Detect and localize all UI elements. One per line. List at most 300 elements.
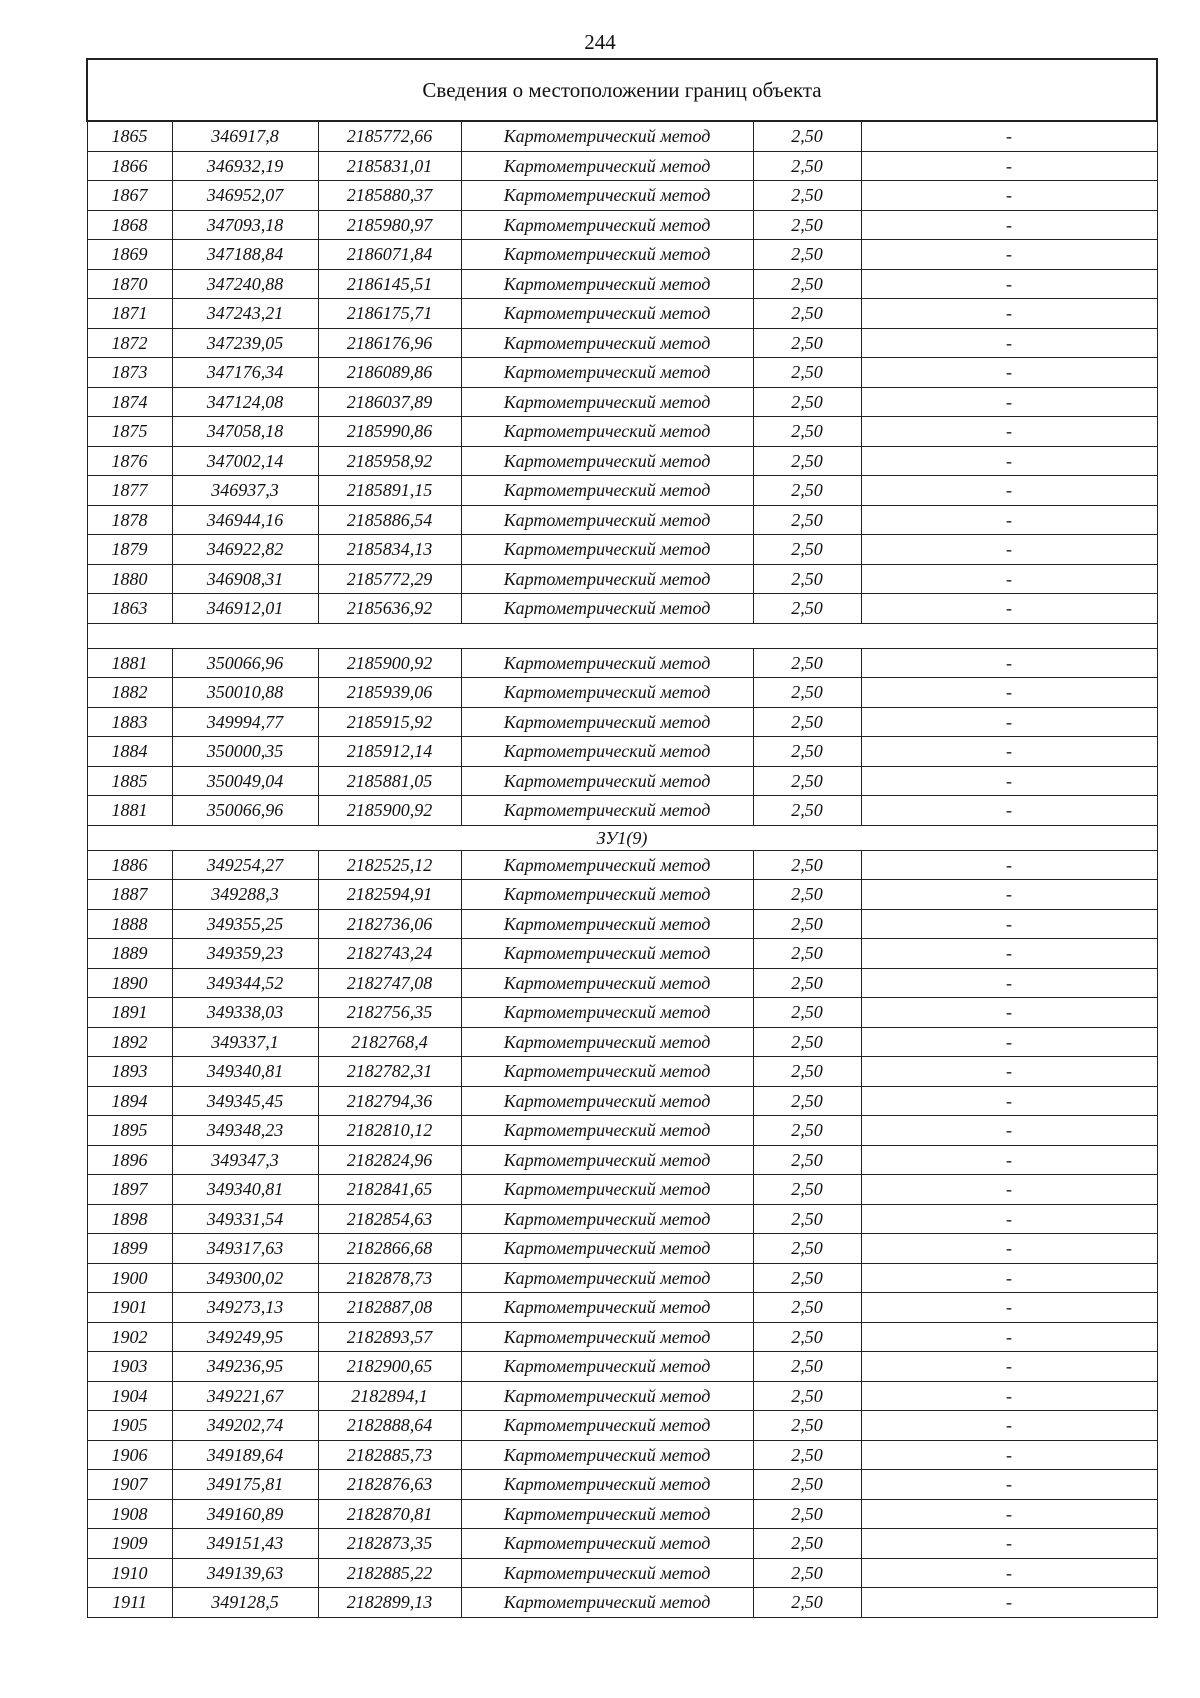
description-cell: - <box>861 1529 1157 1559</box>
method-cell: Картометрический метод <box>461 850 753 880</box>
point-number-cell: 1893 <box>87 1057 172 1087</box>
accuracy-cell: 2,50 <box>753 648 861 678</box>
x-coordinate-cell: 349331,54 <box>172 1204 318 1234</box>
method-cell: Картометрический метод <box>461 1086 753 1116</box>
accuracy-cell: 2,50 <box>753 1086 861 1116</box>
method-cell: Картометрический метод <box>461 796 753 826</box>
method-cell: Картометрический метод <box>461 1263 753 1293</box>
y-coordinate-cell: 2186071,84 <box>318 240 461 270</box>
accuracy-cell: 2,50 <box>753 121 861 151</box>
accuracy-cell: 2,50 <box>753 1263 861 1293</box>
accuracy-cell: 2,50 <box>753 505 861 535</box>
point-number-cell: 1908 <box>87 1499 172 1529</box>
x-coordinate-cell: 346917,8 <box>172 121 318 151</box>
table-row <box>87 564 1157 594</box>
x-coordinate-cell: 347240,88 <box>172 269 318 299</box>
point-number-cell: 1907 <box>87 1470 172 1500</box>
description-cell: - <box>861 1470 1157 1500</box>
x-coordinate-cell: 349273,13 <box>172 1293 318 1323</box>
x-coordinate-cell: 349337,1 <box>172 1027 318 1057</box>
y-coordinate-cell: 2182854,63 <box>318 1204 461 1234</box>
accuracy-cell: 2,50 <box>753 594 861 624</box>
table-row <box>87 1440 1157 1470</box>
description-cell: - <box>861 476 1157 506</box>
accuracy-cell: 2,50 <box>753 299 861 329</box>
description-cell: - <box>861 535 1157 565</box>
accuracy-cell: 2,50 <box>753 535 861 565</box>
y-coordinate-cell: 2182782,31 <box>318 1057 461 1087</box>
accuracy-cell: 2,50 <box>753 417 861 447</box>
method-cell: Картометрический метод <box>461 121 753 151</box>
description-cell: - <box>861 358 1157 388</box>
method-cell: Картометрический метод <box>461 564 753 594</box>
x-coordinate-cell: 349288,3 <box>172 880 318 910</box>
y-coordinate-cell: 2185915,92 <box>318 707 461 737</box>
point-number-cell: 1900 <box>87 1263 172 1293</box>
y-coordinate-cell: 2182866,68 <box>318 1234 461 1264</box>
point-number-cell: 1886 <box>87 850 172 880</box>
table-row <box>87 648 1157 678</box>
accuracy-cell: 2,50 <box>753 564 861 594</box>
description-cell: - <box>861 594 1157 624</box>
table-row <box>87 796 1157 826</box>
table-row <box>87 1086 1157 1116</box>
accuracy-cell: 2,50 <box>753 1352 861 1382</box>
table-row <box>87 1322 1157 1352</box>
method-cell: Картометрический метод <box>461 939 753 969</box>
x-coordinate-cell: 349340,81 <box>172 1057 318 1087</box>
x-coordinate-cell: 350066,96 <box>172 648 318 678</box>
accuracy-cell: 2,50 <box>753 1116 861 1146</box>
table-row <box>87 850 1157 880</box>
accuracy-cell: 2,50 <box>753 1529 861 1559</box>
x-coordinate-cell: 347002,14 <box>172 446 318 476</box>
method-cell: Картометрический метод <box>461 417 753 447</box>
group-separator-row <box>87 623 1157 648</box>
x-coordinate-cell: 349151,43 <box>172 1529 318 1559</box>
y-coordinate-cell: 2182743,24 <box>318 939 461 969</box>
x-coordinate-cell: 349249,95 <box>172 1322 318 1352</box>
method-cell: Картометрический метод <box>461 880 753 910</box>
description-cell: - <box>861 240 1157 270</box>
table-row <box>87 1411 1157 1441</box>
point-number-cell: 1875 <box>87 417 172 447</box>
accuracy-cell: 2,50 <box>753 909 861 939</box>
accuracy-cell: 2,50 <box>753 1381 861 1411</box>
accuracy-cell: 2,50 <box>753 998 861 1028</box>
x-coordinate-cell: 349359,23 <box>172 939 318 969</box>
y-coordinate-cell: 2182841,65 <box>318 1175 461 1205</box>
x-coordinate-cell: 349344,52 <box>172 968 318 998</box>
table-row <box>87 1145 1157 1175</box>
y-coordinate-cell: 2182894,1 <box>318 1381 461 1411</box>
accuracy-cell: 2,50 <box>753 1057 861 1087</box>
x-coordinate-cell: 347188,84 <box>172 240 318 270</box>
description-cell: - <box>861 1086 1157 1116</box>
x-coordinate-cell: 346937,3 <box>172 476 318 506</box>
description-cell: - <box>861 328 1157 358</box>
accuracy-cell: 2,50 <box>753 1411 861 1441</box>
table-row <box>87 737 1157 767</box>
accuracy-cell: 2,50 <box>753 1027 861 1057</box>
description-cell: - <box>861 417 1157 447</box>
description-cell: - <box>861 121 1157 151</box>
y-coordinate-cell: 2186037,89 <box>318 387 461 417</box>
table-row <box>87 939 1157 969</box>
method-cell: Картометрический метод <box>461 1529 753 1559</box>
point-number-cell: 1904 <box>87 1381 172 1411</box>
x-coordinate-cell: 347058,18 <box>172 417 318 447</box>
y-coordinate-cell: 2185912,14 <box>318 737 461 767</box>
point-number-cell: 1882 <box>87 678 172 708</box>
accuracy-cell: 2,50 <box>753 1470 861 1500</box>
table-row <box>87 1529 1157 1559</box>
point-number-cell: 1899 <box>87 1234 172 1264</box>
description-cell: - <box>861 446 1157 476</box>
method-cell: Картометрический метод <box>461 678 753 708</box>
method-cell: Картометрический метод <box>461 1322 753 1352</box>
page-number: 244 <box>584 30 616 54</box>
table-row <box>87 476 1157 506</box>
x-coordinate-cell: 349340,81 <box>172 1175 318 1205</box>
method-cell: Картометрический метод <box>461 1411 753 1441</box>
point-number-cell: 1903 <box>87 1352 172 1382</box>
method-cell: Картометрический метод <box>461 766 753 796</box>
x-coordinate-cell: 349189,64 <box>172 1440 318 1470</box>
method-cell: Картометрический метод <box>461 594 753 624</box>
y-coordinate-cell: 2185939,06 <box>318 678 461 708</box>
boundary-coordinates-table <box>86 58 1158 1618</box>
table-row <box>87 998 1157 1028</box>
y-coordinate-cell: 2186145,51 <box>318 269 461 299</box>
table-row <box>87 328 1157 358</box>
table-row <box>87 505 1157 535</box>
point-number-cell: 1870 <box>87 269 172 299</box>
accuracy-cell: 2,50 <box>753 1588 861 1618</box>
method-cell: Картометрический метод <box>461 151 753 181</box>
accuracy-cell: 2,50 <box>753 151 861 181</box>
description-cell: - <box>861 1352 1157 1382</box>
accuracy-cell: 2,50 <box>753 269 861 299</box>
accuracy-cell: 2,50 <box>753 446 861 476</box>
method-cell: Картометрический метод <box>461 1293 753 1323</box>
description-cell: - <box>861 1322 1157 1352</box>
point-number-cell: 1879 <box>87 535 172 565</box>
y-coordinate-cell: 2182899,13 <box>318 1588 461 1618</box>
accuracy-cell: 2,50 <box>753 1234 861 1264</box>
point-number-cell: 1868 <box>87 210 172 240</box>
table-row <box>87 1234 1157 1264</box>
table-row <box>87 678 1157 708</box>
method-cell: Картометрический метод <box>461 1116 753 1146</box>
point-number-cell: 1872 <box>87 328 172 358</box>
method-cell: Картометрический метод <box>461 998 753 1028</box>
description-cell: - <box>861 1057 1157 1087</box>
y-coordinate-cell: 2182756,35 <box>318 998 461 1028</box>
description-cell: - <box>861 210 1157 240</box>
point-number-cell: 1888 <box>87 909 172 939</box>
description-cell: - <box>861 299 1157 329</box>
y-coordinate-cell: 2182810,12 <box>318 1116 461 1146</box>
table-row <box>87 535 1157 565</box>
method-cell: Картометрический метод <box>461 446 753 476</box>
description-cell: - <box>861 648 1157 678</box>
accuracy-cell: 2,50 <box>753 240 861 270</box>
description-cell: - <box>861 1145 1157 1175</box>
table-row <box>87 1588 1157 1618</box>
y-coordinate-cell: 2182747,08 <box>318 968 461 998</box>
y-coordinate-cell: 2182900,65 <box>318 1352 461 1382</box>
y-coordinate-cell: 2182878,73 <box>318 1263 461 1293</box>
description-cell: - <box>861 1293 1157 1323</box>
method-cell: Картометрический метод <box>461 210 753 240</box>
y-coordinate-cell: 2182888,64 <box>318 1411 461 1441</box>
method-cell: Картометрический метод <box>461 1499 753 1529</box>
description-cell: - <box>861 939 1157 969</box>
description-cell: - <box>861 181 1157 211</box>
method-cell: Картометрический метод <box>461 1057 753 1087</box>
x-coordinate-cell: 347124,08 <box>172 387 318 417</box>
method-cell: Картометрический метод <box>461 358 753 388</box>
y-coordinate-cell: 2185891,15 <box>318 476 461 506</box>
method-cell: Картометрический метод <box>461 240 753 270</box>
section-label <box>87 623 1157 648</box>
y-coordinate-cell: 2185636,92 <box>318 594 461 624</box>
point-number-cell: 1896 <box>87 1145 172 1175</box>
x-coordinate-cell: 347243,21 <box>172 299 318 329</box>
table-title-row <box>87 59 1157 121</box>
table-row <box>87 1057 1157 1087</box>
accuracy-cell: 2,50 <box>753 766 861 796</box>
point-number-cell: 1901 <box>87 1293 172 1323</box>
x-coordinate-cell: 347176,34 <box>172 358 318 388</box>
point-number-cell: 1902 <box>87 1322 172 1352</box>
x-coordinate-cell: 347093,18 <box>172 210 318 240</box>
method-cell: Картометрический метод <box>461 476 753 506</box>
table-body <box>87 59 1157 1617</box>
table-row <box>87 358 1157 388</box>
x-coordinate-cell: 349347,3 <box>172 1145 318 1175</box>
accuracy-cell: 2,50 <box>753 210 861 240</box>
table-row <box>87 210 1157 240</box>
x-coordinate-cell: 349139,63 <box>172 1558 318 1588</box>
y-coordinate-cell: 2185886,54 <box>318 505 461 535</box>
accuracy-cell: 2,50 <box>753 1558 861 1588</box>
table-row <box>87 1381 1157 1411</box>
description-cell: - <box>861 968 1157 998</box>
table-row <box>87 1204 1157 1234</box>
point-number-cell: 1876 <box>87 446 172 476</box>
description-cell: - <box>861 1411 1157 1441</box>
method-cell: Картометрический метод <box>461 1204 753 1234</box>
y-coordinate-cell: 2186089,86 <box>318 358 461 388</box>
accuracy-cell: 2,50 <box>753 387 861 417</box>
y-coordinate-cell: 2185900,92 <box>318 648 461 678</box>
point-number-cell: 1874 <box>87 387 172 417</box>
method-cell: Картометрический метод <box>461 328 753 358</box>
y-coordinate-cell: 2185831,01 <box>318 151 461 181</box>
group-separator-row <box>87 825 1157 850</box>
y-coordinate-cell: 2182873,35 <box>318 1529 461 1559</box>
description-cell: - <box>861 678 1157 708</box>
point-number-cell: 1869 <box>87 240 172 270</box>
method-cell: Картометрический метод <box>461 1588 753 1618</box>
table-row <box>87 1558 1157 1588</box>
accuracy-cell: 2,50 <box>753 1293 861 1323</box>
point-number-cell: 1880 <box>87 564 172 594</box>
method-cell: Картометрический метод <box>461 505 753 535</box>
table-row <box>87 387 1157 417</box>
point-number-cell: 1887 <box>87 880 172 910</box>
accuracy-cell: 2,50 <box>753 1145 861 1175</box>
point-number-cell: 1871 <box>87 299 172 329</box>
method-cell: Картометрический метод <box>461 909 753 939</box>
x-coordinate-cell: 349236,95 <box>172 1352 318 1382</box>
description-cell: - <box>861 707 1157 737</box>
x-coordinate-cell: 347239,05 <box>172 328 318 358</box>
y-coordinate-cell: 2185958,92 <box>318 446 461 476</box>
x-coordinate-cell: 346944,16 <box>172 505 318 535</box>
table-row <box>87 1027 1157 1057</box>
y-coordinate-cell: 2185881,05 <box>318 766 461 796</box>
table-row <box>87 1470 1157 1500</box>
x-coordinate-cell: 350066,96 <box>172 796 318 826</box>
point-number-cell: 1905 <box>87 1411 172 1441</box>
description-cell: - <box>861 737 1157 767</box>
y-coordinate-cell: 2186176,96 <box>318 328 461 358</box>
point-number-cell: 1906 <box>87 1440 172 1470</box>
point-number-cell: 1889 <box>87 939 172 969</box>
accuracy-cell: 2,50 <box>753 796 861 826</box>
method-cell: Картометрический метод <box>461 1145 753 1175</box>
table-row <box>87 151 1157 181</box>
description-cell: - <box>861 1558 1157 1588</box>
method-cell: Картометрический метод <box>461 1470 753 1500</box>
point-number-cell: 1883 <box>87 707 172 737</box>
point-number-cell: 1873 <box>87 358 172 388</box>
description-cell: - <box>861 1263 1157 1293</box>
point-number-cell: 1878 <box>87 505 172 535</box>
point-number-cell: 1885 <box>87 766 172 796</box>
description-cell: - <box>861 1234 1157 1264</box>
accuracy-cell: 2,50 <box>753 476 861 506</box>
x-coordinate-cell: 349345,45 <box>172 1086 318 1116</box>
accuracy-cell: 2,50 <box>753 939 861 969</box>
method-cell: Картометрический метод <box>461 387 753 417</box>
table-row <box>87 1263 1157 1293</box>
x-coordinate-cell: 350049,04 <box>172 766 318 796</box>
method-cell: Картометрический метод <box>461 535 753 565</box>
method-cell: Картометрический метод <box>461 707 753 737</box>
accuracy-cell: 2,50 <box>753 880 861 910</box>
point-number-cell: 1898 <box>87 1204 172 1234</box>
method-cell: Картометрический метод <box>461 968 753 998</box>
y-coordinate-cell: 2182736,06 <box>318 909 461 939</box>
y-coordinate-cell: 2185990,86 <box>318 417 461 447</box>
point-number-cell: 1894 <box>87 1086 172 1116</box>
method-cell: Картометрический метод <box>461 1175 753 1205</box>
point-number-cell: 1891 <box>87 998 172 1028</box>
accuracy-cell: 2,50 <box>753 850 861 880</box>
y-coordinate-cell: 2185772,66 <box>318 121 461 151</box>
description-cell: - <box>861 1588 1157 1618</box>
y-coordinate-cell: 2185880,37 <box>318 181 461 211</box>
point-number-cell: 1895 <box>87 1116 172 1146</box>
y-coordinate-cell: 2182876,63 <box>318 1470 461 1500</box>
x-coordinate-cell: 349128,5 <box>172 1588 318 1618</box>
table-row <box>87 299 1157 329</box>
y-coordinate-cell: 2182525,12 <box>318 850 461 880</box>
description-cell: - <box>861 880 1157 910</box>
method-cell: Картометрический метод <box>461 737 753 767</box>
y-coordinate-cell: 2186175,71 <box>318 299 461 329</box>
method-cell: Картометрический метод <box>461 181 753 211</box>
x-coordinate-cell: 349355,25 <box>172 909 318 939</box>
accuracy-cell: 2,50 <box>753 707 861 737</box>
point-number-cell: 1867 <box>87 181 172 211</box>
table-row <box>87 417 1157 447</box>
y-coordinate-cell: 2185834,13 <box>318 535 461 565</box>
x-coordinate-cell: 349994,77 <box>172 707 318 737</box>
y-coordinate-cell: 2182824,96 <box>318 1145 461 1175</box>
description-cell: - <box>861 1499 1157 1529</box>
point-number-cell: 1909 <box>87 1529 172 1559</box>
point-number-cell: 1892 <box>87 1027 172 1057</box>
y-coordinate-cell: 2182594,91 <box>318 880 461 910</box>
table-row <box>87 269 1157 299</box>
description-cell: - <box>861 998 1157 1028</box>
description-cell: - <box>861 151 1157 181</box>
x-coordinate-cell: 349160,89 <box>172 1499 318 1529</box>
description-cell: - <box>861 269 1157 299</box>
table-title: Сведения о местоположении границ объекта <box>87 59 1157 121</box>
table-row <box>87 909 1157 939</box>
table-row <box>87 968 1157 998</box>
point-number-cell: 1911 <box>87 1588 172 1618</box>
x-coordinate-cell: 349175,81 <box>172 1470 318 1500</box>
method-cell: Картометрический метод <box>461 269 753 299</box>
description-cell: - <box>861 387 1157 417</box>
y-coordinate-cell: 2182768,4 <box>318 1027 461 1057</box>
accuracy-cell: 2,50 <box>753 181 861 211</box>
table-row <box>87 880 1157 910</box>
description-cell: - <box>861 850 1157 880</box>
y-coordinate-cell: 2182870,81 <box>318 1499 461 1529</box>
accuracy-cell: 2,50 <box>753 678 861 708</box>
point-number-cell: 1865 <box>87 121 172 151</box>
method-cell: Картометрический метод <box>461 1352 753 1382</box>
method-cell: Картометрический метод <box>461 299 753 329</box>
point-number-cell: 1866 <box>87 151 172 181</box>
method-cell: Картометрический метод <box>461 1027 753 1057</box>
y-coordinate-cell: 2182885,22 <box>318 1558 461 1588</box>
x-coordinate-cell: 346932,19 <box>172 151 318 181</box>
table-row <box>87 121 1157 151</box>
table-row <box>87 1175 1157 1205</box>
x-coordinate-cell: 350010,88 <box>172 678 318 708</box>
point-number-cell: 1910 <box>87 1558 172 1588</box>
description-cell: - <box>861 1440 1157 1470</box>
x-coordinate-cell: 349202,74 <box>172 1411 318 1441</box>
table-row <box>87 766 1157 796</box>
description-cell: - <box>861 1027 1157 1057</box>
accuracy-cell: 2,50 <box>753 737 861 767</box>
table-row <box>87 1499 1157 1529</box>
x-coordinate-cell: 349348,23 <box>172 1116 318 1146</box>
accuracy-cell: 2,50 <box>753 1322 861 1352</box>
point-number-cell: 1884 <box>87 737 172 767</box>
point-number-cell: 1877 <box>87 476 172 506</box>
